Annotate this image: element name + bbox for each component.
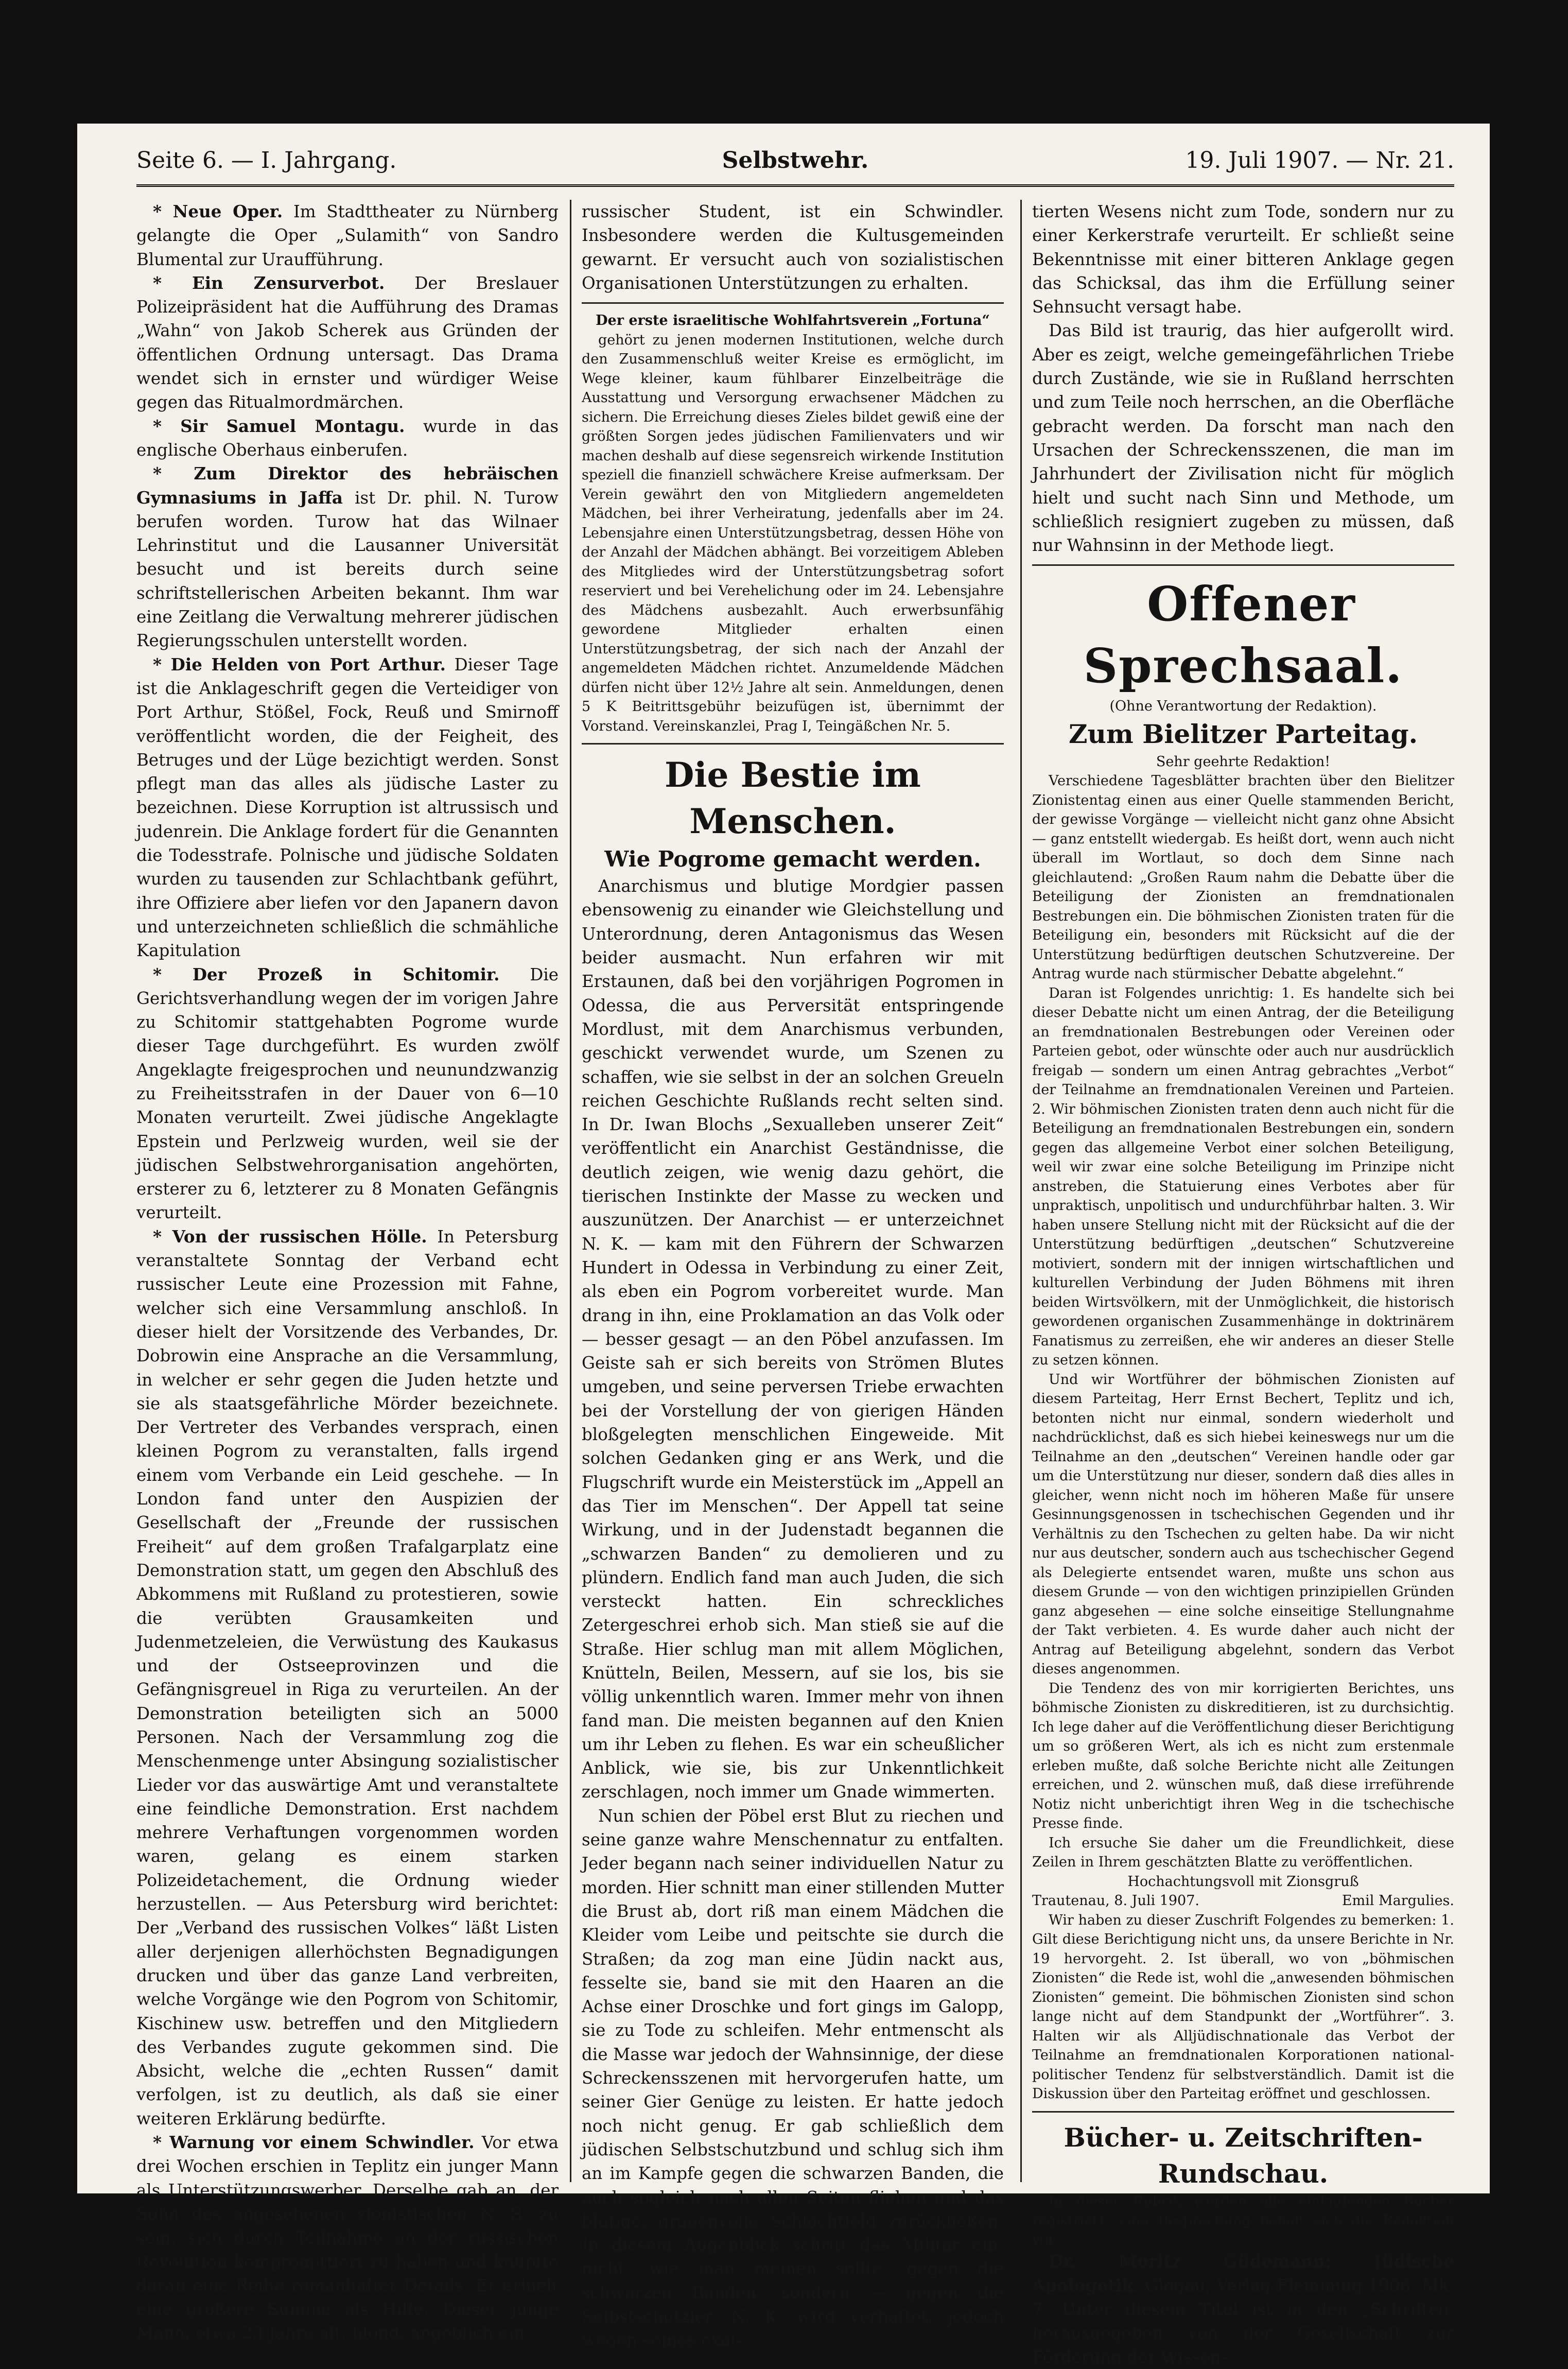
header-page-info: Seite 6. — I. Jahrgang. <box>136 147 397 174</box>
newspaper-page <box>77 124 1490 2367</box>
article-paragraph: Das Bild ist traurig, das hier aufgerollt wird. Aber es zeigt, welche gemeingefährlichen Triebe durch Zustände, wie sie in Rußland herrschten und zum Teile noch herrschen, an die Oberfläche gebracht werden. Da forscht man nach den Ursachen der Schreckensszenen, die man im Jahrhundert der Zivilisation nicht für möglich hielt und sucht nach Sinn und Methode, um schließlich resigniert zugeben zu müssen, daß nur Wahnsinn in der Methode liegt. <box>1032 321 1454 556</box>
letter-paragraph: Die Tendenz des von mir korrigierten Berichtes, uns böhmische Zionisten zu diskreditieren, ist zu durchsichtig. Ich lege daher auf die Veröffentlichung dieser Berichtigung um so größeren Wert, als ich es nicht zum erstenmale erleben mußte, daß solche Berichte nicht alle Zeitungen erreichen, und 2. wünschen muß, daß diese irreführende Notiz nicht unberichtigt ihren Weg in die tschechische Presse finde. <box>1032 1680 1454 1832</box>
book-text: Glogau, Verlag Flemming 1906. Mk. 7. Unter diesem Titel ist in den „Schriften, herausgegeben von der Gesellschaft zur Förderung der Wissen- <box>1032 2275 1454 2367</box>
letter-paragraph: Ich ersuche Sie daher um die Freundlichkeit, diese Zeilen in Ihrem geschätzten Blatte zu veröffentlichen. <box>1032 1835 1454 1871</box>
book-title: Dr. Moritz Güdemann: Jüdische Apologetik. <box>1032 2251 1454 2295</box>
news-item-title: * Von der russischen Hölle. <box>153 1226 427 1247</box>
notice-title: Der erste israelitische Wohlfahrtsverein „Fortuna“ <box>596 313 990 329</box>
letter-title: Zum Bielitzer Parteitag. <box>1068 718 1418 749</box>
continued-text: tierten Wesens nicht zum Tode, sondern nur zu einer Kerkerstrafe verurteilt. Er schließt seine Bekenntnisse mit einer bitteren Anklage gegen das Schicksal, das ihm die Erfüllung seiner Sehnsucht versagt habe. <box>1032 202 1454 317</box>
section-title-books: Bücher- u. Zeitschriften-Rundschau. <box>1064 2122 1423 2189</box>
news-item-text: In Petersburg veranstaltete Sonntag der Verband echt russischer Leute eine Prozession mit Fahne, welcher sich eine Versammlung anschloß. In dieser hielt der Vorsitzende des Verbandes, Dr. Dobrowin eine Ansprache an die Versammlung, in welcher er sehr gegen die Juden hetzte und sie als staatsgefährliche Mörder bezeichnete. Der Vertreter des Verbandes versprach, einen kleinen Pogrom zu veranstalten, falls irgend einem vom Verbande ein Leid geschehe. — In London fand unter den Auspizien der Gesellschaft der „Freunde der russischen Freiheit“ auf dem großen Trafalgarplatz eine Demonstration statt, um gegen den Abschluß des Abkommens mit Rußland zu protestieren, sowie die verübten Grausamkeiten und Judenmetzeleien, die Verwüstung des Kaukasus und der Ostseeprovinzen und die Gefängnisgreuel in Riga zu verurteilen. An der Demonstration beteiligten sich an 5000 Personen. Nach der Versammlung zog die Menschenmenge unter Absingung sozialistischer Lieder vor das auswärtige Amt und veranstaltete eine feindliche Demonstration. Erst nachdem mehrere Verhaftungen vorgenommen worden waren, gelang es einem starken Polizeidetachement, die Ordnung wieder herzustellen. — Aus Petersburg wird berichtet: Der „Verband des russischen Volkes“ läßt Listen aller derjenigen allerhöchsten Begnadigungen drucken und über das ganze Land verbreiten, welche Vorgänge wie den Pogrom von Schitomir, Kischinew usw. betreffen und den Mitgliedern des Verbandes zugute gekommen sind. Die Absicht, welche die „echten Russen“ damit verfolgen, ist zu deutlich, als daß sie einer weiteren Erklärung bedürfte. <box>136 1226 559 2129</box>
divider <box>1032 2111 1454 2113</box>
news-item <box>136 2131 559 2345</box>
news-item <box>136 462 559 652</box>
column-3 <box>1032 200 1454 2367</box>
letter-greeting: Hochachtungsvoll mit Zionsgruß <box>1127 1873 1359 1890</box>
letter-paragraph: Und wir Wortführer der böhmischen Zionisten auf diesem Parteitag, Herr Ernst Bechert, Teplitz und ich, betonten nicht nur einmal, sondern wiederholt und nachdrücklichst, daß es sich hiebei keineswegs nur um die Teilnahme an den „deutschen“ Vereinen handle oder gar um die Unterstützung nur dieser, sondern daß dies alles in gleicher, wenn nicht noch im höheren Maße für unsere Gesinnungsgenossen in tschechischen Gegenden und ihr Verhältnis zu den Tschechen zu gelten habe. Da wir nicht nur aus deutscher, sondern auch aus tschechischer Gegend als Delegierte entsendet waren, mußte uns schon aus diesem Grunde — von den wichtigen prinzipiellen Gründen ganz abgesehen — eine solche einseitige Stellungnahme der Takt verbieten. 4. Es wurde daher auch nicht der Antrag auf Beteiligung abgelehnt, sondern das Verbot dieses angenommen. <box>1032 1371 1454 1678</box>
divider <box>582 743 1004 745</box>
news-item-text: Der Breslauer Polizeipräsident hat die Aufführung des Dramas „Wahn“ von Jakob Scherek aus Gründen der öffentlichen Ordnung untersagt. Das Drama wendet sich in ernster und würdiger Weise gegen das Ritualmordmärchen. <box>136 273 559 412</box>
news-item-title: * Die Helden von Port Arthur. <box>153 654 446 675</box>
news-item-text: Im Stadttheater zu Nürnberg gelangte die Oper „Sulamith“ von Sandro Blumental zur Uraufführung. <box>136 202 559 269</box>
news-item-title: * Zum Direktor des hebräischen Gymnasiums in Jaffa <box>136 463 559 508</box>
header-issue-date: 19. Juli 1907. — Nr. 21. <box>1185 147 1454 174</box>
letter-signature <box>1032 1891 1454 1911</box>
news-item-title: * Sir Samuel Montagu. <box>153 416 405 436</box>
divider <box>1032 564 1454 566</box>
news-item <box>136 1225 559 2131</box>
news-item-title: * Neue Oper. <box>153 201 283 221</box>
header-masthead: Selbstwehr. <box>722 147 869 174</box>
book-entry <box>1032 2250 1454 2368</box>
section-title: Offener Sprechsaal. <box>1083 576 1403 694</box>
signature-name: Emil Margulies. <box>1341 1893 1454 1909</box>
letter-paragraph: Verschiedene Tagesblätter brachten über den Bielitzer Zionistentag einen aus einer Quelle stammenden Bericht, der gewisse Vorgänge — vielleicht nicht ganz ohne Absicht — ganz entstellt wiedergab. Es heißt dort, wenn auch nicht überall im Wortlaut, so doch dem Sinne nach gleichlautend: „Großen Raum nahm die Debatte über die Beteiligung der Zionisten an fremdnationalen Bestrebungen ein. Die böhmischen Zionisten traten für die Beteiligung ein, besonders mit Rücksicht auf die der Unterstützung bedürftigen deutschen Schutzvereine. Der Antrag wurde nach stürmischer Debatte abgelehnt.“ <box>1032 773 1454 982</box>
letter-salutation: Sehr geehrte Redaktion! <box>1156 753 1331 770</box>
rubric-note: In dieser Rubrik werden alle einlaufenden Bücher registriert; eine Besprechung behält sich die Redaktion vor. <box>1032 2193 1454 2248</box>
column-rule <box>570 200 571 2182</box>
news-item-text: wurde in das englische Oberhaus einberufen. <box>136 416 559 460</box>
news-item <box>136 653 559 963</box>
news-item <box>136 200 559 271</box>
article-title: Die Bestie im Menschen. <box>665 755 921 842</box>
news-item <box>136 963 559 1225</box>
continued-text: russischer Student, ist ein Schwindler. Insbesondere werden die Kultusgemeinden gewarnt. Er versucht auch von sozialistischen Organisationen Unterstützungen zu erhalten. <box>582 202 1004 293</box>
section-note: (Ohne Verantwortung der Redaktion). <box>1109 698 1377 715</box>
editorial-note: Wir haben zu dieser Zuschrift Folgendes zu bemerken: 1. Gilt diese Berichtigung nicht uns, da unsere Berichte in Nr. 19 hervorgeht. 2. Ist überall, wo von „böhmischen Zionisten“ die Rede ist, wohl die „anwesenden böhmischen Zionisten“ gemeint. Die böhmischen Zionisten sind schon lange nicht auf dem Standpunkt der „Wortführer“. 3. Halten wir als Alljüdischnationale das Verbot der Teilnahme an fremdnationalen Korporationen national-politischer Tendenz für selbstverständlich. Damit ist die Diskussion über den Parteitag eröffnet und geschlossen. <box>1032 1912 1454 2102</box>
news-item-title: * Ein Zensurverbot. <box>153 272 385 293</box>
column-2 <box>582 200 1004 2350</box>
news-item-text: ist Dr. phil. N. Turow berufen worden. Turow hat das Wilnaer Lehrinstitut und die Lausanner Universität besucht und ist bereits durch seine schriftstellerischen Arbeiten bekannt. Ihm war eine Zeitlang die Verwaltung mehrerer jüdischen Regierungsschulen unterstellt worden. <box>136 488 559 651</box>
notice-text: gehört zu jenen modernen Institutionen, welche durch den Zusammenschluß weiter Kreise es ermöglicht, im Wege kleiner, kaum fühlbarer Einzelbeiträge die Ausstattung und Versorgung erwachsener Mädchen zu sichern. Die Erreichung dieses Zieles bildet gewiß eine der größten Sorgen jedes jüdischen Familienvaters und wir machen deshalb auf diese segensreich wirkende Institution speziell die finanziell schwächere Kreise aufmerksam. Der Verein gewährt den von Mitgliedern angemeldeten Mädchen, bei ihrer Verheiratung, jedenfalls aber im 24. Lebensjahre einen Unterstützungsbetrag, dessen Höhe von der Anzahl der Mädchen abhängt. Bei vorzeitigem Ableben des Mitgliedes wird der Unterstützungsbetrag sofort reserviert und bei Verehelichung oder im 24. Lebensjahre des Mädchens ausbezahlt. Auch erwerbsunfähig gewordene Mitglieder erhalten einen Unterstützungsbetrag, der sich nach der Anzahl der angemeldeten Mädchen richtet. Anzumeldende Mädchen dürfen nicht über 12½ Jahre alt sein. Anmeldungen, denen 5 K Beitrittsgebühr beizufügen ist, übernimmt der Vorstand. Vereinskanzlei, Prag I, Teingäßchen Nr. 5. <box>582 332 1004 734</box>
news-item-text: Dieser Tage ist die Anklageschrift gegen die Verteidiger von Port Arthur, Stößel, Fock, Reuß und Smirnoff veröffentlicht worden, die der Feigheit, des Betruges und der Lüge bezichtigt werden. Sonst pflegt man das alles als jüdische Laster zu bezeichnen. Diese Korruption ist altrussisch und judenrein. Die Anklage fordert für die Genannten die Todesstrafe. Polnische und jüdische Soldaten wurden zu tausenden zur Schlachtbank geführt, ihre Offiziere aber liefen vor den Japanern davon und unterzeichneten schließlich die schmähliche Kapitulation <box>136 654 559 961</box>
news-item-title: * Der Prozeß in Schitomir. <box>153 964 500 984</box>
news-item-text: Vor etwa drei Wochen erschien in Teplitz ein junger Mann als Unterstützungswerber. Derselbe gab an, der Sohn des angesehenen zionistischen N. S. zu sein, sich durch Teilnahme an der russischen Revolution kompromittiert zu haben und knüpfte daran eine Reihe romanhafter Details. Er erhielt eine größere Summe als Hilfe. Dieser junge Mann, etwa 23 Jahre alt, blond, angeblich ein <box>136 2133 559 2343</box>
letter-paragraph: Daran ist Folgendes unrichtig: 1. Es handelte sich bei dieser Debatte nicht um einen Antrag, der die Beteiligung an fremdnationalen Bestrebungen oder Vereinen oder Parteien gebot, oder wünschte oder auch nur ausdrücklich freigab — sondern um einen Antrag gebrachtes „Verbot“ der Teilnahme an fremdnationalen Vereinen und Parteien. 2. Wir böhmischen Zionisten traten denn auch nicht für die Beteiligung an fremdnationalen Bestrebungen ein, sondern gegen das allgemeine Verbot einer solchen Beteiligung, weil wir zwar eine solche Beteiligung im Prinzipe nicht anstreben, die Statuierung eines Verbotes aber für unpraktisch, unpolitisch und undurchführbar halten. 3. Wir haben unsere Stellung nicht mit der Rücksicht auf die der Unterstützung bedürftigen „deutschen“ Schutzvereine motiviert, sondern mit der innigen wirtschaftlichen und kulturellen Verbindung der Juden Böhmens mit ihren beiden Wirtsvölkern, mit der Unmöglichkeit, die historisch gewordenen organischen Zusammenhänge in doktrinärem Fanatismus zu zerreißen, ehe wir anderes an dieser Stelle zu setzen können. <box>1032 985 1454 1369</box>
news-item <box>136 414 559 462</box>
column-1 <box>136 200 559 2343</box>
divider <box>582 302 1004 304</box>
signature-place: Trautenau, 8. Juli 1907. <box>1032 1893 1199 1909</box>
article-subtitle: Wie Pogrome gemacht werden. <box>604 846 981 872</box>
column-rule <box>1020 200 1022 2182</box>
article-paragraph: Anarchismus und blutige Mordgier passen ebensowenig zu einander wie Gleichstellung und Unterordnung, deren Antagonismus das Wesen beider ausmacht. Nun erfahren wir mit Erstaunen, daß bei den vorjährigen Pogromen in Odessa, die aus Perversität entspringende Mordlust, mit dem Anarchismus verbunden, geschickt verwendet wurde, um Szenen zu schaffen, wie sie selbst in der an solchen Greueln reichen Geschichte Rußlands recht selten sind. In Dr. Iwan Blochs „Sexualleben unserer Zeit“ veröffentlicht ein Anarchist Geständnisse, die deutlich zeigen, wie wenig dazu gehört, die tierischen Instinkte der Masse zu wecken und auszunützen. Der Anarchist — er unterzeichnet N. K. — kam mit den Führern der Schwarzen Hundert in Odessa in Verbindung zu einer Zeit, als eben ein Pogrom vorbereitet wurde. Man drang in ihn, eine Proklamation an das Volk oder — besser gesagt — an den Pöbel anzufassen. Im Geiste sah er sich bereits von Strömen Blutes umgeben, und seine perversen Triebe erwachten bei der Vorstellung der von gierigen Händen bloßgelegten menschlichen Eingeweide. Mit solchen Gedanken ging er ans Werk, und die Flugschrift wurde ein Meisterstück im „Appell an das Tier im Menschen“. Der Appell tat seine Wirkung, und in der Judenstadt begannen die „schwarzen Banden“ zu demolieren und zu plündern. Endlich fand man auch Juden, die sich versteckt hatten. Ein schreckliches Zetergeschrei erhob sich. Man stieß sie auf die Straße. Hier schlug man mit allem Möglichen, Knütteln, Beilen, Messern, auf sie los, bis sie völlig unkenntlich waren. Immer mehr von ihnen fand man. Die meisten begannen auf den Knien um ihr Leben zu flehen. Es war ein scheußlicher Anblick, wie sie, bis zur Unkenntlichkeit zerschlagen, noch immer um Gnade wimmerten. <box>582 876 1004 1802</box>
news-item-text: Die Gerichtsverhandlung wegen der im vorigen Jahre zu Schitomir stattgehabten Pogrome wurde dieser Tage durchgeführt. Es wurden zwölf Angeklagte freigesprochen und neunundzwanzig zu Freiheitsstrafen in der Dauer von 6—10 Monaten verurteilt. Zwei jüdische Angeklagte Epstein und Perlzweig wurden, weil sie der jüdischen Selbstwehrorganisation angehörten, ersterer zu 6, letzterer zu 8 Monaten Gefängnis verurteilt. <box>136 964 559 1223</box>
article-paragraph: Nun schien der Pöbel erst Blut zu riechen und seine ganze wahre Menschennatur zu entfalten. Jeder begann nach seiner individuellen Natur zu morden. Hier schnitt man einer stillenden Mutter die Brust ab, dort riß man einem Mädchen die Kleider vom Leibe und peitschte sie durch die Straßen; da zog man eine Jüdin nackt aus, fesselte sie, band sie mit den Haaren an die Achse einer Droschke und fort gings im Galopp, sie zu Tode zu schleifen. Mehr entmenscht als die Masse war jedoch der Wahnsinnige, der diese Schreckensszenen mit hervorgerufen hatte, um seiner Gier Genüge zu leisten. Er hatte jedoch noch nicht genug. Er gab schließlich dem jüdischen Selbstschutzbund und schlug sich ihm an im Kampfe gegen die schwarzen Banden, die auch sogleich nach allen Seiten fliehen und das blutige, grauenvolle Schlachtfeld zurückließen. In diesem Augenblick schritt das Militär ein: nicht, wie man meinen sollte, gegen die schwarzen Banden, sondern — gegen die Selbstschützler. N. K. wird verhaftet, jedoch wegen seines exal- <box>582 1806 1004 2350</box>
news-item-title: * Warnung vor einem Schwindler. <box>153 2132 475 2153</box>
news-item <box>136 271 559 414</box>
page-header <box>136 145 1454 187</box>
